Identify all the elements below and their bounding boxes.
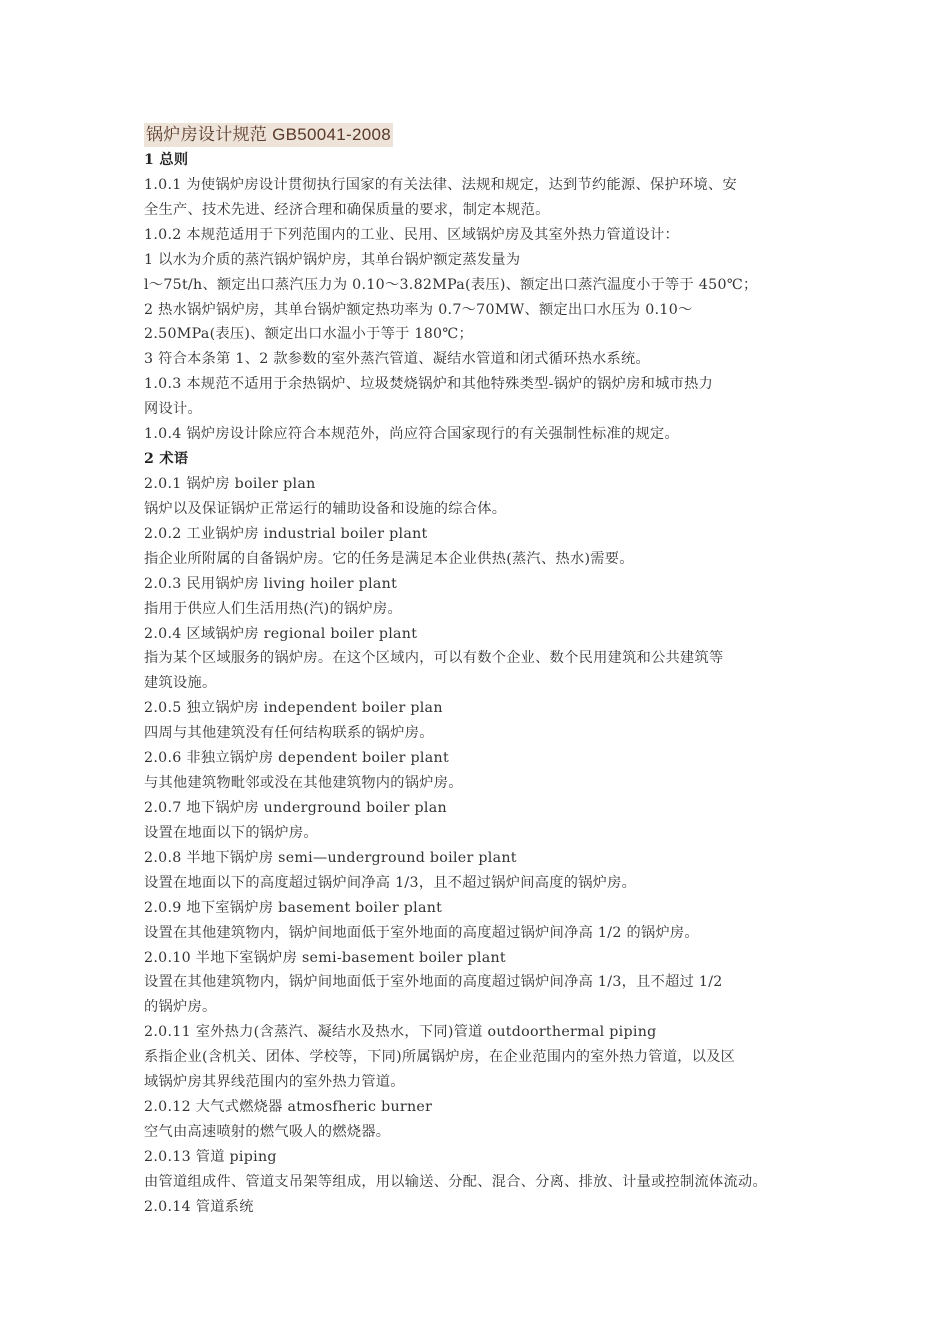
text-line: 的锅炉房。 [144,999,217,1016]
section-heading: 1 总则 [144,152,189,168]
text-line: 1.0.2 本规范适用于下列范围内的工业、民用、区域锅炉房及其室外热力管道设计： [144,226,679,243]
text-line: 全生产、技术先进、经济合理和确保质量的要求，制定本规范。 [144,201,550,218]
text-line: 1.0.1 为使锅炉房设计贯彻执行国家的有关法律、法规和规定，达到节约能源、保护环境、安 [144,176,737,193]
text-line: 2.50MPa(表压)、额定出口水温小于等于 180℃； [144,326,474,343]
document-body [144,123,824,1220]
text-line: 1 以水为介质的蒸汽锅炉锅炉房，其单台锅炉额定蒸发量为 [144,251,521,268]
text-line: 2.0.1 锅炉房 boiler plan [144,475,316,492]
text-line: 1.0.3 本规范不适用于余热锅炉、垃圾焚烧锅炉和其他特殊类型-锅炉的锅炉房和城市热力 [144,376,714,393]
text-line: 设置在其他建筑物内，锅炉间地面低于室外地面的高度超过锅炉间净高 1/2 的锅炉房。 [144,924,699,941]
text-line: 2.0.3 民用锅炉房 living hoiler plant [144,575,398,592]
text-line: l～75t/h、额定出口蒸汽压力为 0.10～3.82MPa(表压)、额定出口蒸汽温度小于等于 450℃； [144,276,758,293]
text-line: 2.0.6 非独立锅炉房 dependent boiler plant [144,750,449,767]
text-line: 2.0.10 半地下室锅炉房 semi-basement boiler plant [144,949,506,966]
text-line: 2.0.14 管道系统 [144,1198,254,1215]
text-line: 系指企业(含机关、团体、学校等，下同)所属锅炉房，在企业范围内的室外热力管道，以及区 [144,1049,736,1066]
text-line: 设置在地面以下的高度超过锅炉间净高 1/3，且不超过锅炉间高度的锅炉房。 [144,874,637,891]
text-line: 1.0.4 锅炉房设计除应符合本规范外，尚应符合国家现行的有关强制性标准的规定。 [144,426,679,443]
text-line: 指为某个区域服务的锅炉房。在这个区域内，可以有数个企业、数个民用建筑和公共建筑等 [144,650,724,667]
text-line: 指用于供应人们生活用热(汽)的锅炉房。 [144,600,402,617]
text-line: 由管道组成件、管道支吊架等组成，用以输送、分配、混合、分离、排放、计量或控制流体流动。 [144,1173,767,1190]
text-line: 2.0.9 地下室锅炉房 basement boiler plant [144,899,443,916]
document-lines [144,148,824,1220]
text-line: 2.0.2 工业锅炉房 industrial boiler plant [144,525,428,542]
document-title: 锅炉房设计规范 GB50041-2008 [144,123,393,147]
text-line: 空气由高速喷射的燃气吸人的燃烧器。 [144,1123,391,1140]
text-line: 2.0.11 室外热力(含蒸汽、凝结水及热水，下同)管道 outdoorthermal piping [144,1024,657,1041]
text-line: 2.0.5 独立锅炉房 independent boiler plan [144,700,443,717]
text-line: 域锅炉房其界线范围内的室外热力管道。 [144,1074,405,1091]
text-line: 3 符合本条第 1、2 款参数的室外蒸汽管道、凝结水管道和闭式循环热水系统。 [144,351,651,368]
text-line: 2 热水锅炉锅炉房，其单台锅炉额定热功率为 0.7～70MW、额定出口水压为 0.10～ [144,301,693,318]
text-line: 锅炉以及保证锅炉正常运行的辅助设备和设施的综合体。 [144,500,507,517]
text-line: 设置在地面以下的锅炉房。 [144,824,318,841]
text-line: 2.0.12 大气式燃烧器 atmosfheric burner [144,1099,433,1116]
text-line: 设置在其他建筑物内，锅炉间地面低于室外地面的高度超过锅炉间净高 1/3，且不超过 1/2 [144,974,723,991]
text-line: 2.0.8 半地下锅炉房 semi—underground boiler plant [144,849,517,866]
text-line: 2.0.7 地下锅炉房 underground boiler plan [144,799,447,816]
text-line: 指企业所附属的自备锅炉房。它的任务是满足本企业供热(蒸汽、热水)需要。 [144,550,634,567]
section-heading: 2 术语 [144,451,189,468]
text-line: 四周与其他建筑没有任何结构联系的锅炉房。 [144,725,434,742]
text-line: 网设计。 [144,401,202,418]
text-line: 2.0.13 管道 piping [144,1148,277,1165]
text-line: 与其他建筑物毗邻或没在其他建筑物内的锅炉房。 [144,775,463,792]
text-line: 2.0.4 区域锅炉房 regional boiler plant [144,625,418,642]
text-line: 建筑设施。 [144,675,217,692]
